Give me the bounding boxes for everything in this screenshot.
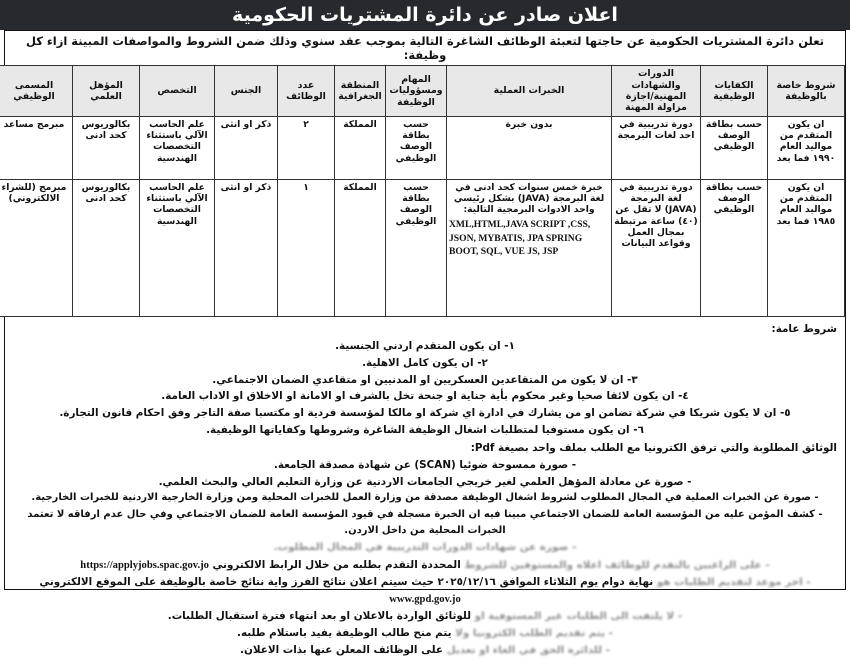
cell-competencies: حسب بطاقة الوصف الوظيفي bbox=[701, 180, 768, 317]
condition-item: ٤- ان يكون لائقا صحيا وغير محكوم بأية جناية او جنحة تخل بالشرف او الامانة او الاخلاق او الاداب العامة. bbox=[161, 390, 689, 403]
faded-text: - اخر موعد لتقديم الطلبات هو bbox=[656, 576, 811, 588]
cell-major: علم الحاسب الآلي باستثناء التخصصات الهندسية bbox=[140, 117, 215, 180]
apply-line bbox=[13, 557, 837, 574]
conditions-title: شروط عامة: bbox=[771, 323, 837, 335]
note-text: للوثائق الواردة بالاعلان او بعد انتهاء فترة استقبال الطلبات. bbox=[167, 610, 472, 622]
apply-url[interactable]: https://applyjobs.spac.gov.jo bbox=[80, 559, 209, 571]
header-tasks: المهام ومسؤوليات الوظيفة bbox=[386, 66, 447, 117]
table-row bbox=[0, 117, 845, 180]
condition-item: ١- ان يكون المتقدم اردني الجنسية. bbox=[335, 339, 515, 352]
deadline-text: نهاية دوام يوم الثلاثاء الموافق ٢٠٢٥/١٢/١٦ حيث سيتم اعلان نتائج الفرز واية نتائج خاصة بالوظيفة على الموقع الالكتروني bbox=[39, 576, 654, 588]
results-url-line bbox=[13, 591, 837, 608]
cell-tasks: حسب بطاقة الوصف الوظيفي bbox=[386, 117, 447, 180]
condition-item: ٢- ان يكون كامل الاهلية. bbox=[362, 356, 488, 369]
header-degree: المؤهل العلمي bbox=[73, 66, 140, 117]
table-header bbox=[0, 66, 845, 117]
experience-arabic: خبرة خمس سنوات كحد ادنى في لغة البرمجة (JAVA) بشكل رئيسي واحد الادوات البرمجية التالية: bbox=[453, 182, 605, 216]
cell-major: علم الحاسب الآلي باستثناء التخصصات الهندسية bbox=[140, 180, 215, 317]
table-row bbox=[0, 180, 845, 317]
announcement-banner bbox=[0, 0, 850, 30]
faded-text: - للدائرة الحق في الغاء او تعديل bbox=[446, 644, 610, 656]
cell-count: ٢ bbox=[278, 117, 335, 180]
faded-text: - لا يلتفت الى الطلبات غير المستوفية او bbox=[474, 610, 683, 622]
intro-paragraph: تعلن دائرة المشتريات الحكومية عن حاجتها لتعبئة الوظائف الشاغرة التالية بموجب عقد سنوي وذلك ضمن الشروط والمواصفات المبينة ازاء كل وظيفة: bbox=[25, 34, 825, 62]
cell-job-title: مبرمج (للشراء الالكتروني) bbox=[0, 180, 73, 317]
header-major: التخصص bbox=[140, 66, 215, 117]
results-url[interactable]: www.gpd.gov.jo bbox=[389, 593, 461, 605]
announcement-title: اعلان صادر عن دائرة المشتريات الحكومية bbox=[232, 4, 618, 26]
vacancies-table bbox=[0, 65, 845, 317]
cell-region: المملكة bbox=[335, 117, 386, 180]
condition-item: ٣- ان لا يكون من المتقاعدين العسكريين او المدنيين او متقاعدي الضمان الاجتماعي. bbox=[212, 373, 638, 386]
note-text: على الوظائف المعلن عنها بذات الاعلان. bbox=[240, 643, 443, 656]
apply-line-text: المحددة التقدم بطلبه من خلال الرابط الالكتروني bbox=[212, 558, 461, 571]
documents-heading: الوثائق المطلوبة والتي ترفق الكترونيا مع الطلب بملف واحد بصيغة Pdf: bbox=[470, 441, 837, 454]
cell-experience bbox=[447, 117, 612, 180]
document-item: - كشف المؤمن عليه من المؤسسة العامة للضمان الاجتماعي مبينا فيه ان الخبرة مسجلة في قيود المؤسسة العامة للضمان الاجتماعي وفي حال عدم ارفاقه لا تعتمد الخبرات المحلية من داخل الاردن. bbox=[27, 508, 823, 536]
cell-region: المملكة bbox=[335, 180, 386, 317]
cell-degree: بكالوريوس كحد ادنى bbox=[73, 117, 140, 180]
condition-item: ٦- ان يكون مستوفيا لمتطلبات اشغال الوظيفة الشاغرة وشروطها وكفاياتها الوظيفية. bbox=[206, 424, 644, 437]
table-header-row bbox=[0, 66, 845, 117]
experience-tools-list: XML,HTML,JAVA SCRIPT ,CSS, JSON, MYBATIS, JPA SPRING BOOT, SQL, VUE JS, JSP bbox=[449, 218, 591, 258]
faded-text: - على الراغبين بالتقدم للوظائف اعلاه والمستوفين للشروط bbox=[464, 559, 770, 571]
header-special-conditions: شروط خاصة بالوظيفة bbox=[768, 66, 845, 117]
footer-note bbox=[13, 608, 837, 625]
faded-text: - يتم تقديم الطلب الكترونيا ولا bbox=[455, 627, 613, 639]
general-conditions-section bbox=[5, 317, 845, 659]
header-count: عدد الوظائف bbox=[278, 66, 335, 117]
cell-special: ان يكون المتقدم من مواليد العام ١٩٩٠ فما بعد bbox=[768, 117, 845, 180]
header-gender: الجنس bbox=[215, 66, 278, 117]
document-item: - صورة ممسوحة ضوئيا (SCAN) عن شهادة مصدقة الجامعة. bbox=[273, 458, 577, 471]
cell-degree: بكالوريوس كحد ادنى bbox=[73, 180, 140, 317]
faded-text: - صورة عن شهادات الدورات التدريبية في المجال المطلوب. bbox=[273, 541, 577, 553]
document-item-faded bbox=[13, 539, 837, 556]
cell-experience bbox=[447, 180, 612, 317]
note-text: يتم منح طالب الوظيفة يفيد باستلام طلبه. bbox=[237, 626, 452, 639]
cell-job-title: مبرمج مساعد bbox=[0, 117, 73, 180]
header-courses: الدورات والشهادات المهنية/اجازة مزاولة المهنة bbox=[612, 66, 701, 117]
cell-count: ١ bbox=[278, 180, 335, 317]
footer-notes bbox=[13, 557, 837, 659]
cell-gender: ذكر او انثى bbox=[215, 117, 278, 180]
header-region: المنطقة الجغرافية bbox=[335, 66, 386, 117]
cell-courses: دورة تدريبية في احد لغات البرمجة bbox=[612, 117, 701, 180]
deadline-line bbox=[13, 574, 837, 591]
footer-note bbox=[13, 642, 837, 659]
table-body bbox=[0, 117, 845, 317]
experience-arabic: بدون خبرة bbox=[505, 119, 553, 130]
condition-item: ٥- ان لا يكون شريكا في شركة تضامن او من يشارك في ادارة اي شركة او مالكا لمؤسسة فردية او مكتسبا صفة التاجر وفق احكام قانون التجارة. bbox=[59, 407, 791, 420]
cell-competencies: حسب بطاقة الوصف الوظيفي bbox=[701, 117, 768, 180]
header-experience: الخبرات العملية bbox=[447, 66, 612, 117]
cell-tasks: حسب بطاقة الوصف الوظيفي bbox=[386, 180, 447, 317]
header-competencies: الكفايات الوظيفية bbox=[701, 66, 768, 117]
document-frame bbox=[1, 30, 846, 656]
cell-courses: دورة تدريبية في لغة البرمجة (JAVA) لا تقل عن (٤٠) ساعة مرتبطة بمجال العمل وقواعد البيانات bbox=[612, 180, 701, 317]
footer-note bbox=[13, 625, 837, 642]
document-item: - صورة عن الخبرات العملية في المجال المطلوب لشروط اشغال الوظيفة مصدقة من وزارة العمل للخبرات المحلية ومن وزارة الخارجية الاردنية للخبرات الخارجية. bbox=[31, 492, 819, 504]
header-job-title: المسمى الوظيفي bbox=[0, 66, 73, 117]
document-item: - صورة عن معادلة المؤهل العلمي لغير خريجي الجامعات الاردنية عن وزارة التعليم العالي والبحث العلمي. bbox=[158, 475, 692, 488]
cell-special: ان يكون المتقدم من مواليد العام ١٩٨٥ فما بعد bbox=[768, 180, 845, 317]
cell-gender: ذكر او انثى bbox=[215, 180, 278, 317]
